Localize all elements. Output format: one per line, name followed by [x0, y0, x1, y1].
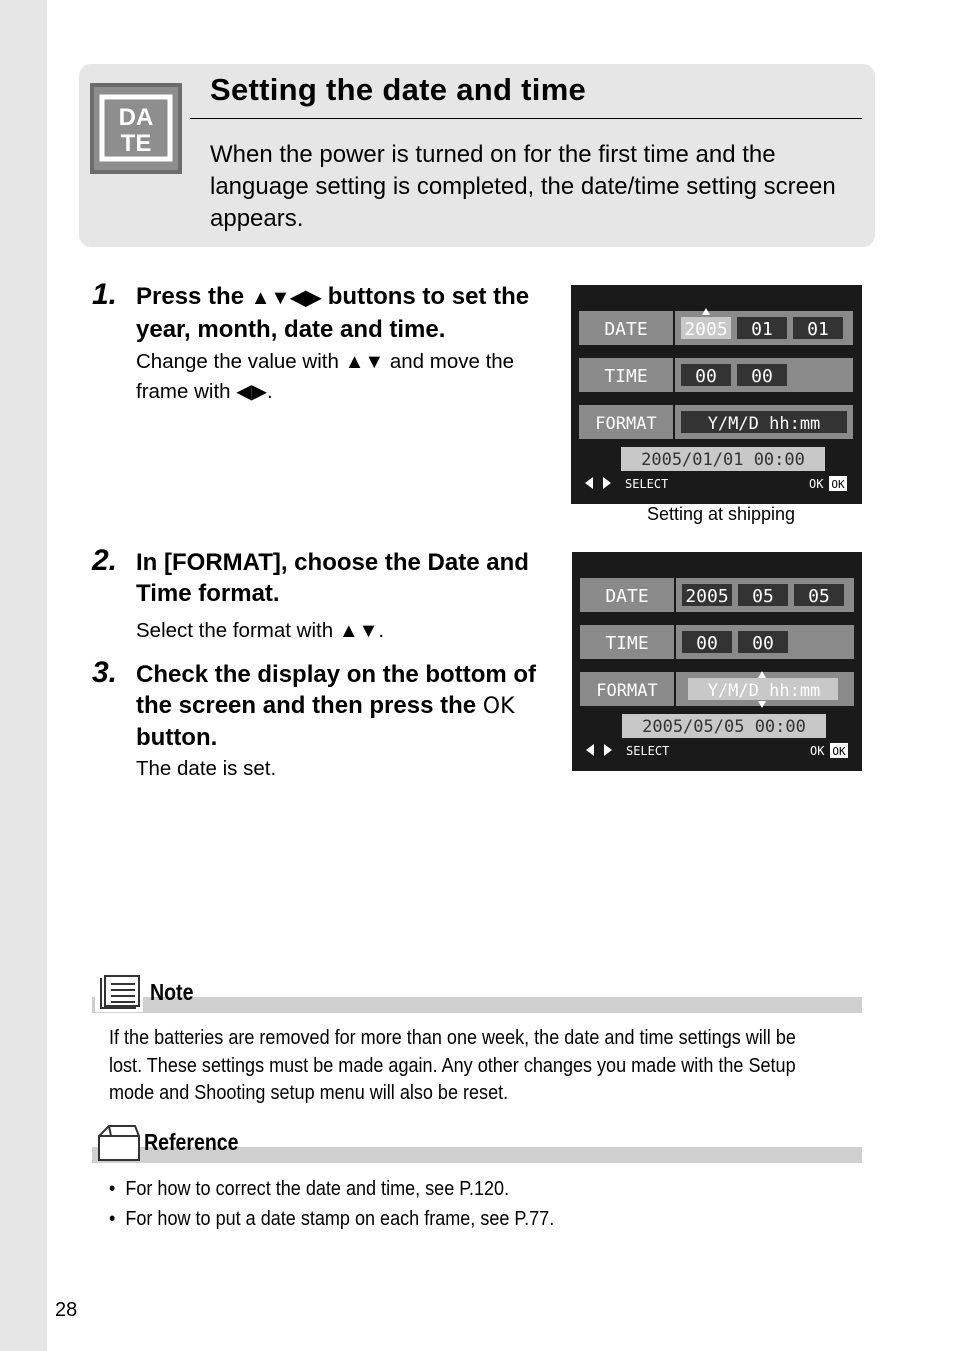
screen-1-caption: Setting at shipping — [646, 504, 796, 524]
step-1-number: 1. — [92, 278, 118, 311]
arrow-keys-icon: ▲▼◀▶ — [250, 287, 322, 309]
reference-label: Reference — [144, 1129, 239, 1155]
date-icon — [90, 83, 182, 174]
step-2-number: 2. — [92, 544, 118, 577]
svg-text:OK: OK — [832, 745, 846, 758]
step-3-heading: Check the display on the bottom of the screen and then press the OK button. — [136, 661, 537, 751]
svg-text:SELECT: SELECT — [626, 744, 670, 758]
page-title: Setting the date and time — [210, 72, 587, 107]
list-item[interactable]: • For how to correct the date and time, see P.120. — [109, 1177, 510, 1200]
step-3-number: 3. — [92, 656, 118, 689]
list-item[interactable]: • For how to put a date stamp on each frame, see P.77. — [109, 1207, 555, 1230]
svg-text:2005/01/01 00:00: 2005/01/01 00:00 — [641, 450, 805, 470]
svg-text:TIME: TIME — [605, 633, 649, 654]
left-right-icon: ◀▶ — [236, 381, 268, 403]
up-down-icon: ▲▼ — [338, 620, 379, 642]
note-text: If the batteries are removed for more than one week, the date and time settings will be lost. These settings must be made again. Any other changes you made with the Setup mode and Shooting setup menu will also be reset. — [109, 1026, 796, 1104]
svg-text:00: 00 — [695, 366, 717, 387]
camera-screen-1 — [571, 285, 862, 504]
svg-text:OK: OK — [810, 744, 825, 758]
svg-text:00: 00 — [751, 366, 773, 387]
svg-text:Y/M/D hh:mm: Y/M/D hh:mm — [707, 681, 821, 701]
svg-text:OK: OK — [809, 477, 824, 491]
svg-text:TE: TE — [120, 130, 152, 157]
svg-text:Y/M/D hh:mm: Y/M/D hh:mm — [707, 414, 821, 434]
note-bar — [92, 997, 862, 1013]
up-down-icon: ▲▼ — [344, 351, 385, 373]
svg-text:OK: OK — [831, 478, 845, 491]
step-2-body: Select the format with ▲▼. — [136, 619, 385, 642]
svg-text:2005: 2005 — [685, 586, 729, 607]
step-2-heading: In [FORMAT], choose the Date and Time format. — [136, 549, 529, 607]
svg-text:DA: DA — [118, 104, 154, 131]
svg-text:05: 05 — [752, 586, 774, 607]
step-1-body: Change the value with ▲▼ and move the frame with ◀▶. — [136, 350, 515, 403]
page-number: 28 — [55, 1299, 78, 1321]
svg-text:00: 00 — [752, 633, 774, 654]
svg-text:05: 05 — [808, 586, 830, 607]
svg-text:FORMAT: FORMAT — [595, 414, 657, 434]
note-icon — [95, 972, 143, 1012]
ok-button-icon: OK — [482, 694, 515, 719]
svg-text:00: 00 — [696, 633, 718, 654]
svg-text:2005: 2005 — [684, 319, 728, 340]
svg-text:DATE: DATE — [605, 586, 649, 607]
reference-list — [109, 1174, 831, 1234]
reference-icon — [95, 1122, 143, 1164]
camera-screen-2 — [572, 552, 862, 771]
step-1-heading: Press the ▲▼◀▶ buttons to set the year, month, date and time. — [136, 283, 530, 343]
svg-text:DATE: DATE — [604, 319, 648, 340]
svg-text:01: 01 — [751, 319, 773, 340]
step-3-body: The date is set. — [136, 757, 277, 780]
svg-text:01: 01 — [807, 319, 829, 340]
page-sidebar — [0, 0, 47, 1351]
intro-text: When the power is turned on for the first time and the language setting is completed, the date/time setting screen appears. — [210, 141, 836, 232]
svg-text:FORMAT: FORMAT — [596, 681, 658, 701]
svg-text:2005/05/05 00:00: 2005/05/05 00:00 — [642, 717, 806, 737]
svg-text:TIME: TIME — [604, 366, 648, 387]
note-label: Note — [150, 979, 194, 1005]
svg-text:SELECT: SELECT — [625, 477, 669, 491]
title-divider — [190, 118, 862, 119]
